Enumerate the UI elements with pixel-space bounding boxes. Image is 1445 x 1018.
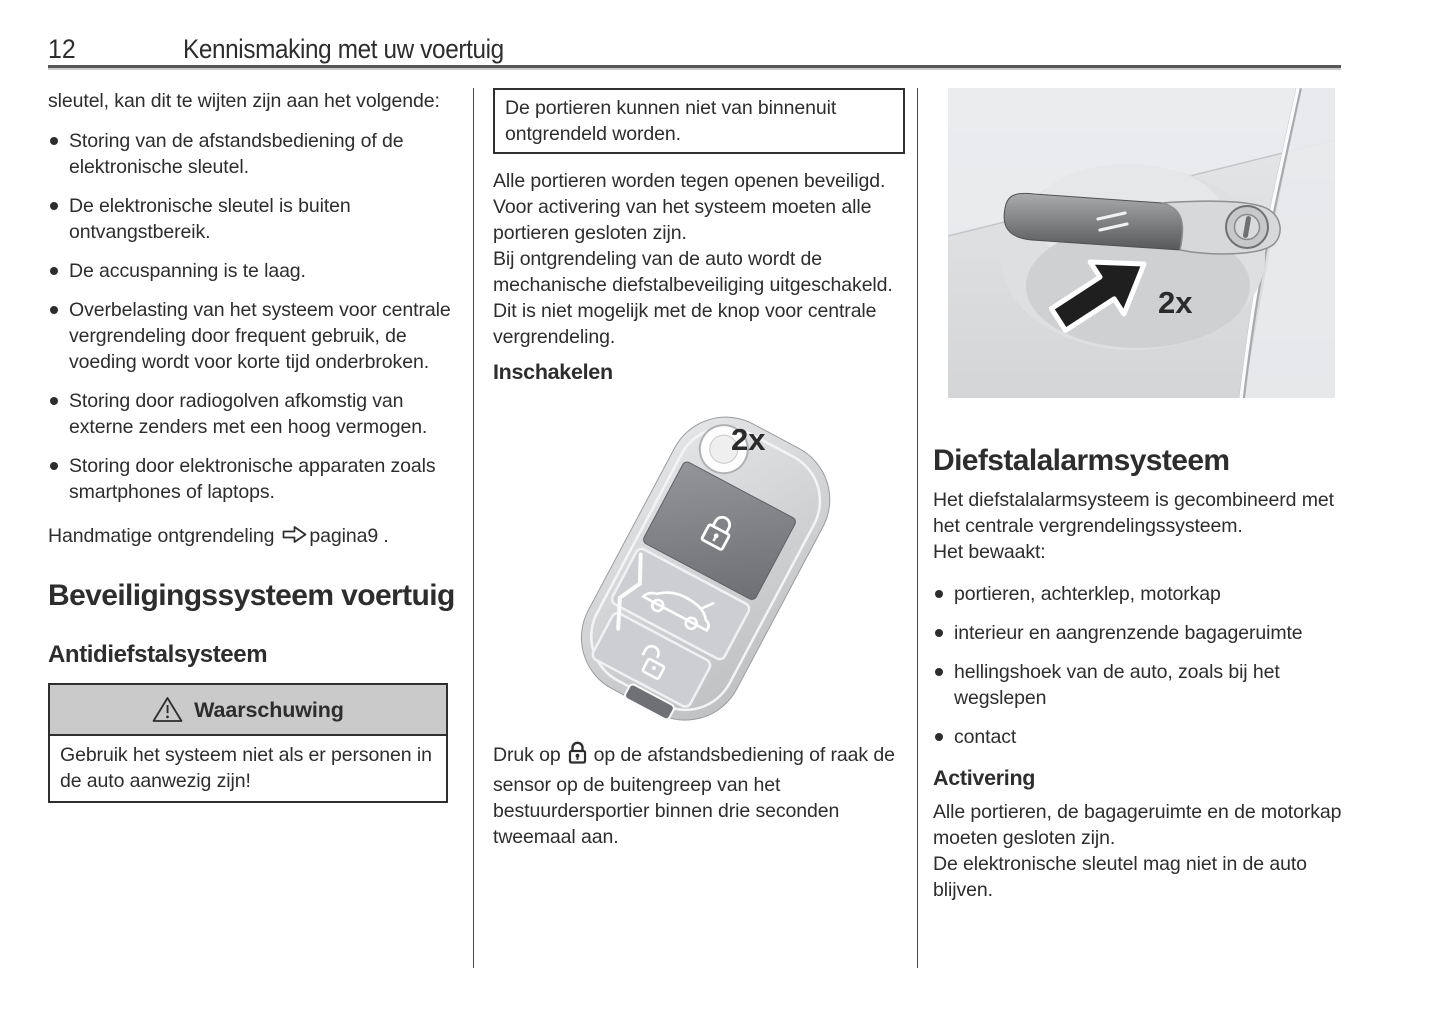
section-title: Beveiligingssysteem voertuig [48, 579, 455, 612]
paragraph: Alle portieren, de bagageruimte en de motorkap moeten gesloten zijn. [933, 801, 1342, 849]
bullet-dot-icon [935, 733, 943, 741]
list-item-text: Overbelasting van het systeem voor centrale vergrendeling door frequent gebruik, de voeding wordt voor korte tijd onderbroken. [69, 299, 451, 373]
alarm-paragraphs [933, 487, 1345, 565]
padlock-icon [568, 741, 587, 772]
door-handle-figure [948, 88, 1335, 398]
instruction-prefix: Druk op [493, 744, 561, 766]
bullet-dot-icon [935, 590, 943, 598]
bullet-dot-icon [50, 267, 58, 275]
page-number: 12 [48, 34, 76, 64]
intro-paragraph: sleutel, kan dit te wijten zijn aan het volgende: [48, 90, 440, 112]
paragraph: Voor activering van het systeem moeten alle portieren gesloten zijn. [493, 196, 872, 244]
bullet-dot-icon [935, 668, 943, 676]
column-divider-left [473, 88, 474, 968]
alarm-section-title: Diefstalalarmsysteem [933, 444, 1230, 477]
column-divider-right [917, 88, 918, 968]
monitored-bullet-list [933, 581, 1345, 750]
activation-subheading: Activering [933, 766, 1036, 790]
bullet-dot-icon [50, 462, 58, 470]
paragraph: Het bewaakt: [933, 541, 1046, 563]
list-item-text: portieren, achterklep, motorkap [954, 583, 1221, 605]
paragraph: Alle portieren worden tegen openen beveiligd. [493, 170, 886, 192]
bullet-dot-icon [50, 306, 58, 314]
instruction-suffix: op de afstandsbediening of raak de sensor op de buitengreep van het bestuurdersportier binnen drie seconden tweemaal aan. [493, 744, 895, 848]
bullet-dot-icon [935, 629, 943, 637]
list-item-text: hellingshoek van de auto, zoals bij het wegslepen [954, 661, 1280, 709]
list-item [48, 297, 460, 375]
subsection-title: Antidiefstalsysteem [48, 641, 268, 668]
list-item [48, 453, 460, 505]
remote-key-illustration [493, 403, 893, 733]
activation-heading: Inschakelen [493, 360, 613, 384]
cause-bullet-list [48, 128, 460, 505]
paragraph: Bij ontgrendeling van de auto wordt de mechanische diefstalbeveiliging uitgeschakeld. [493, 248, 893, 296]
list-item [933, 659, 1345, 711]
list-item [48, 388, 460, 440]
middle-column [493, 88, 905, 850]
bullet-dot-icon [50, 137, 58, 145]
remote-key-figure [493, 403, 893, 733]
page-reference-link[interactable]: pagina9 [309, 525, 379, 547]
bullet-dot-icon [50, 202, 58, 210]
paragraph: De elektronische sleutel mag niet in de auto blijven. [933, 853, 1307, 901]
warning-triangle-icon [152, 696, 183, 723]
warning-box [48, 683, 448, 803]
manual-unlock-reference [48, 523, 460, 551]
list-item-text: interieur en aangrenzende bagageruimte [954, 622, 1303, 644]
arrow-right-icon [282, 525, 307, 551]
warning-box-body: Gebruik het systeem niet als er personen in de auto aanwezig zijn! [60, 744, 432, 792]
door-handle-illustration [948, 88, 1335, 398]
warning-title: Waarschuwing [194, 697, 344, 722]
paragraph: Dit is niet mogelijk met de knop voor centrale vergrendeling. [493, 300, 877, 348]
header-rule [48, 65, 1341, 68]
list-item [933, 724, 1345, 750]
reference-suffix: . [378, 525, 389, 547]
list-item [48, 128, 460, 180]
paragraph: Het diefstalalarmsysteem is gecombineerd met het centrale vergrendelingssysteem. [933, 489, 1334, 537]
touch-twice-label: 2x [1158, 285, 1193, 320]
list-item-text: Storing van de afstandsbediening of de elektronische sleutel. [69, 130, 404, 178]
warning-box-header [50, 685, 446, 736]
activation-paragraphs [933, 799, 1345, 903]
list-item-text: Storing door elektronische apparaten zoals smartphones of laptops. [69, 455, 436, 503]
list-item [933, 620, 1345, 646]
list-item-text: De accuspanning is te laag. [69, 260, 306, 282]
list-item-text: contact [954, 726, 1017, 748]
press-twice-label: 2x [731, 422, 766, 457]
list-item-text: De elektronische sleutel is buiten ontvangstbereik. [69, 195, 351, 243]
list-item [48, 258, 460, 284]
unlock-instruction [493, 741, 905, 850]
bullet-dot-icon [50, 397, 58, 405]
right-column [933, 88, 1345, 903]
note-box: De portieren kunnen niet van binnenuit ontgrendeld worden. [493, 88, 905, 154]
body-paragraphs [493, 168, 905, 350]
reference-text: Handmatige ontgrendeling [48, 525, 275, 547]
list-item [48, 193, 460, 245]
list-item-text: Storing door radiogolven afkomstig van externe zenders met een hoog vermogen. [69, 390, 428, 438]
left-column [48, 88, 460, 803]
list-item [933, 581, 1345, 607]
chapter-title: Kennismaking met uw voertuig [183, 34, 504, 64]
